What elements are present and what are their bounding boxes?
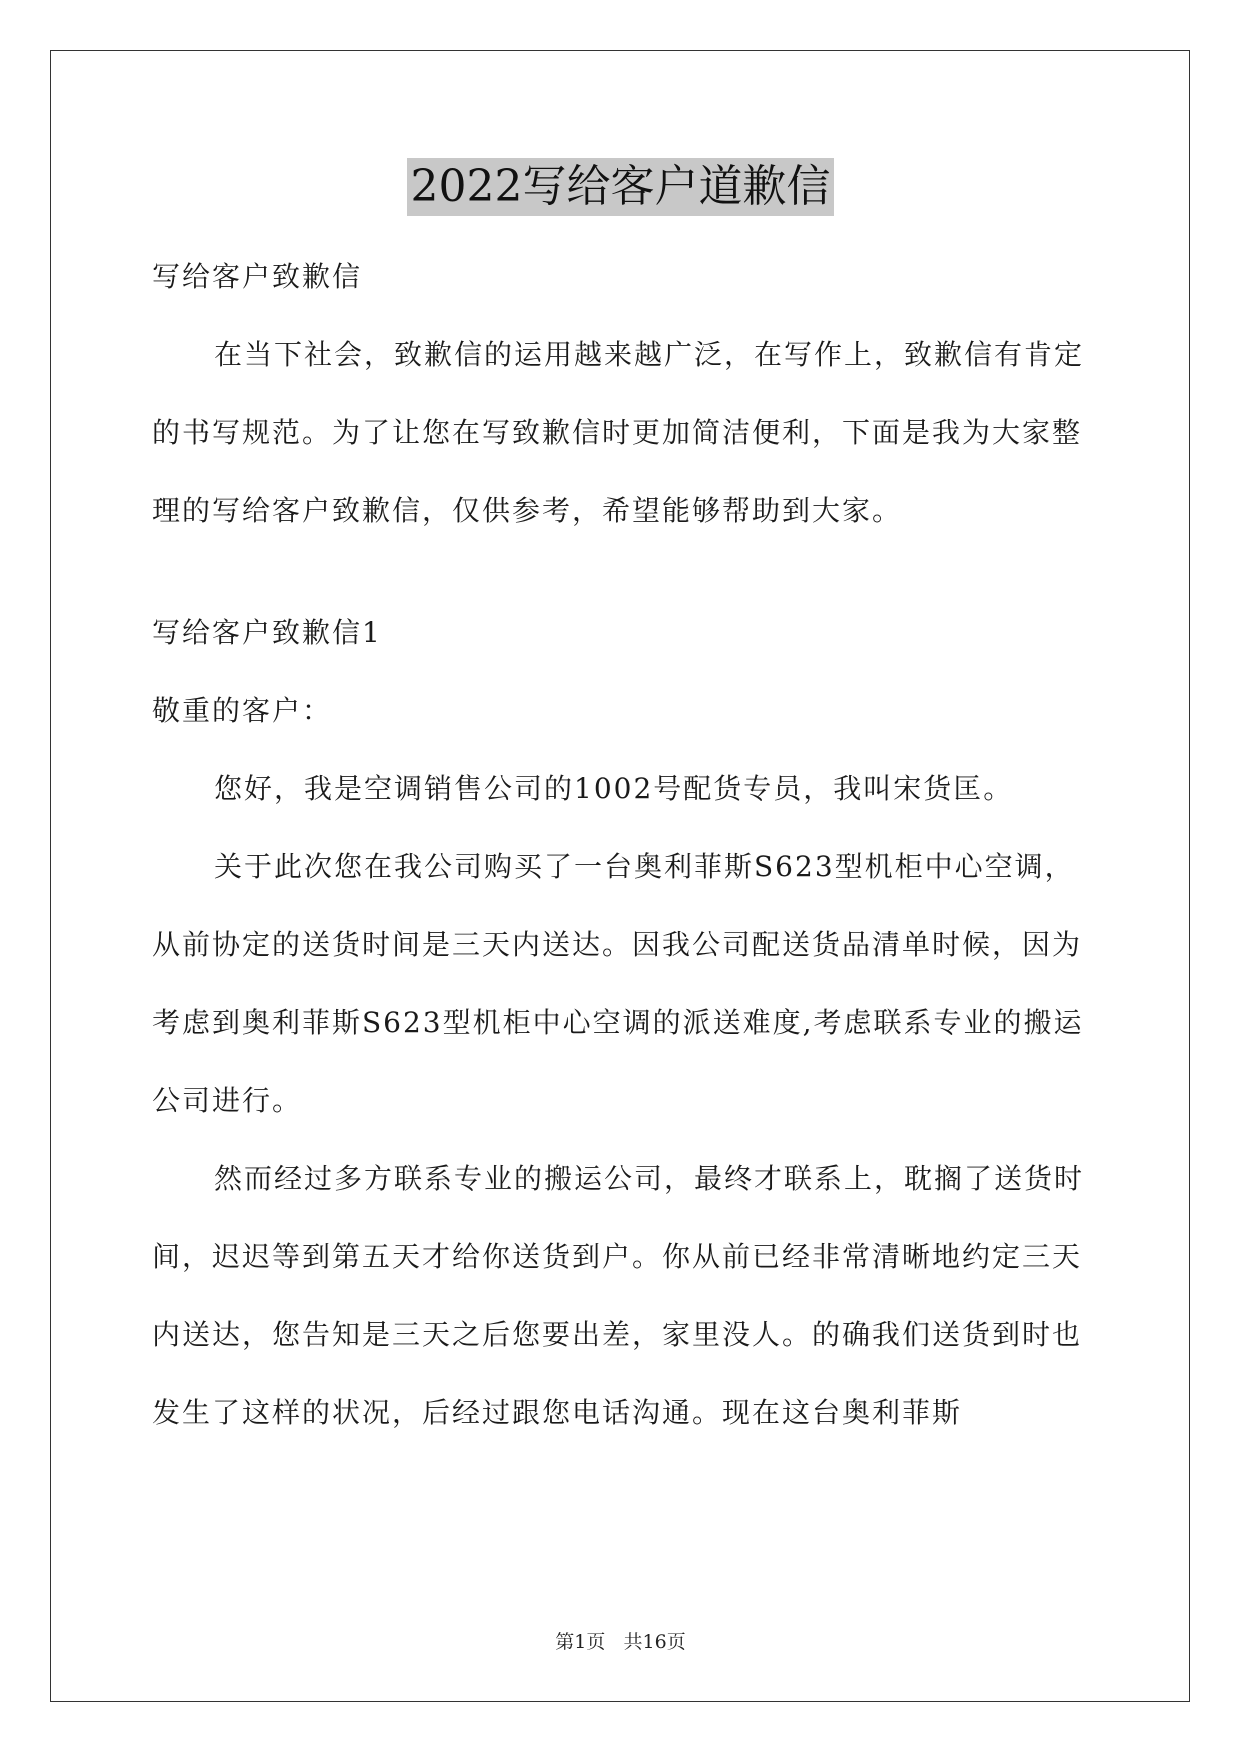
page-number: 第1页 — [555, 1631, 606, 1653]
document-body — [152, 238, 1092, 1452]
subtitle: 写给客户致歉信 — [152, 260, 363, 293]
body-paragraph: 您好，我是空调销售公司的1002号配货专员，我叫宋货匡。 — [214, 772, 1014, 805]
body-paragraph: 然而经过多方联系专业的搬运公司，最终才联系上，耽搁了送货时间，迟迟等到第五天才给你送货到户。你从前已经非常清晰地约定三天内送达，您告知是三天之后您要出差，家里没人。的确我们送货到时也发生了这样的状况，后经过跟您电话沟通。现在这台奥利菲斯 — [152, 1162, 1085, 1429]
salutation: 敬重的客户： — [152, 694, 333, 727]
intro-paragraph: 在当下社会，致歉信的运用越来越广泛，在写作上，致歉信有肯定的书写规范。为了让您在写致歉信时更加简洁便利，下面是我为大家整理的写给客户致歉信，仅供参考，希望能够帮助到大家。 — [152, 338, 1085, 527]
page-footer — [0, 1627, 1241, 1654]
total-pages: 共16页 — [623, 1631, 686, 1653]
spacer — [152, 550, 1092, 594]
document-title: 2022写给客户道歉信 — [407, 158, 835, 216]
body-paragraph: 关于此次您在我公司购买了一台奥利菲斯S623型机柜中心空调，从前协定的送货时间是三天内送达。因我公司配送货品清单时候，因为考虑到奥利菲斯S623型机柜中心空调的派送难度,考虑联系专业的搬运公司进行。 — [152, 850, 1084, 1117]
title-container — [0, 158, 1241, 216]
section-heading: 写给客户致歉信1 — [152, 616, 382, 649]
